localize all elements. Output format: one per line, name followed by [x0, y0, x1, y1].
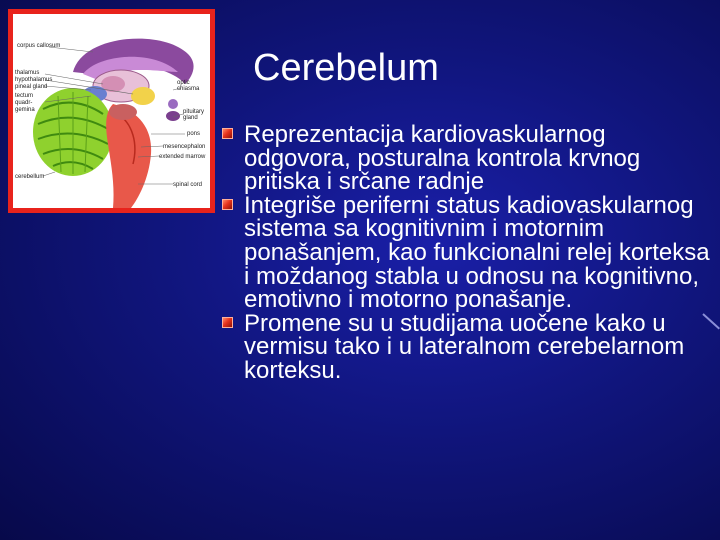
label-pineal-gland: pineal gland	[15, 84, 48, 90]
label-optic: optic	[177, 80, 190, 86]
label-mesencephalon: mesencephalon	[163, 144, 206, 150]
label-corpus-callosum: corpus callosum	[17, 43, 61, 49]
bullet-text: Promene su u studijama uočene kako u vermisu tako i u lateralnom cerebelarnom korteksu.	[244, 309, 685, 384]
brain-diagram-frame	[8, 9, 215, 213]
bullet-item	[222, 123, 718, 194]
bullet-item	[222, 191, 718, 314]
pituitary-shape	[166, 111, 180, 121]
slide-title: Cerebelum	[253, 47, 439, 89]
label-chiasma: chiasma	[177, 86, 200, 92]
label-spinal-cord: spinal cord	[173, 182, 203, 188]
brain-diagram	[13, 14, 210, 208]
label-tectum: tectum	[15, 93, 34, 99]
label-quadrigemina: quadr-	[15, 100, 33, 106]
label-geminal: gemina	[15, 107, 35, 113]
label-cerebellum: cerebellum	[15, 174, 45, 180]
brainstem-shape	[106, 104, 151, 208]
cerebellum-shape	[33, 88, 113, 176]
label-pituitary: pituitary	[183, 109, 205, 115]
label-thalamus: thalamus	[15, 70, 40, 76]
label-pons: pons	[187, 131, 201, 137]
bullet-text: Integriše periferni status kadiovaskularnog sistema sa kognitivnim i motornim ponašanjem, kao funkcionalni relej korteksa i moždanog stabla u odnosu na kognitivno, emotivno i motorno ponašanje.	[244, 191, 710, 314]
square-bullet-icon	[222, 317, 233, 328]
label-extended-marrow: extended marrow	[159, 154, 206, 160]
label-hypothalamus: hypothalamus	[15, 77, 53, 83]
bullet-list	[222, 123, 718, 383]
square-bullet-icon	[222, 128, 233, 139]
bullet-item	[222, 309, 718, 384]
square-bullet-icon	[222, 199, 233, 210]
bullet-text: Reprezentacija kardiovaskularnog odgovora, posturalna kontrola krvnog pritiska i srčane radnje	[244, 121, 641, 196]
label-gland: gland	[183, 115, 198, 121]
hypothalamus-shape	[131, 87, 155, 105]
